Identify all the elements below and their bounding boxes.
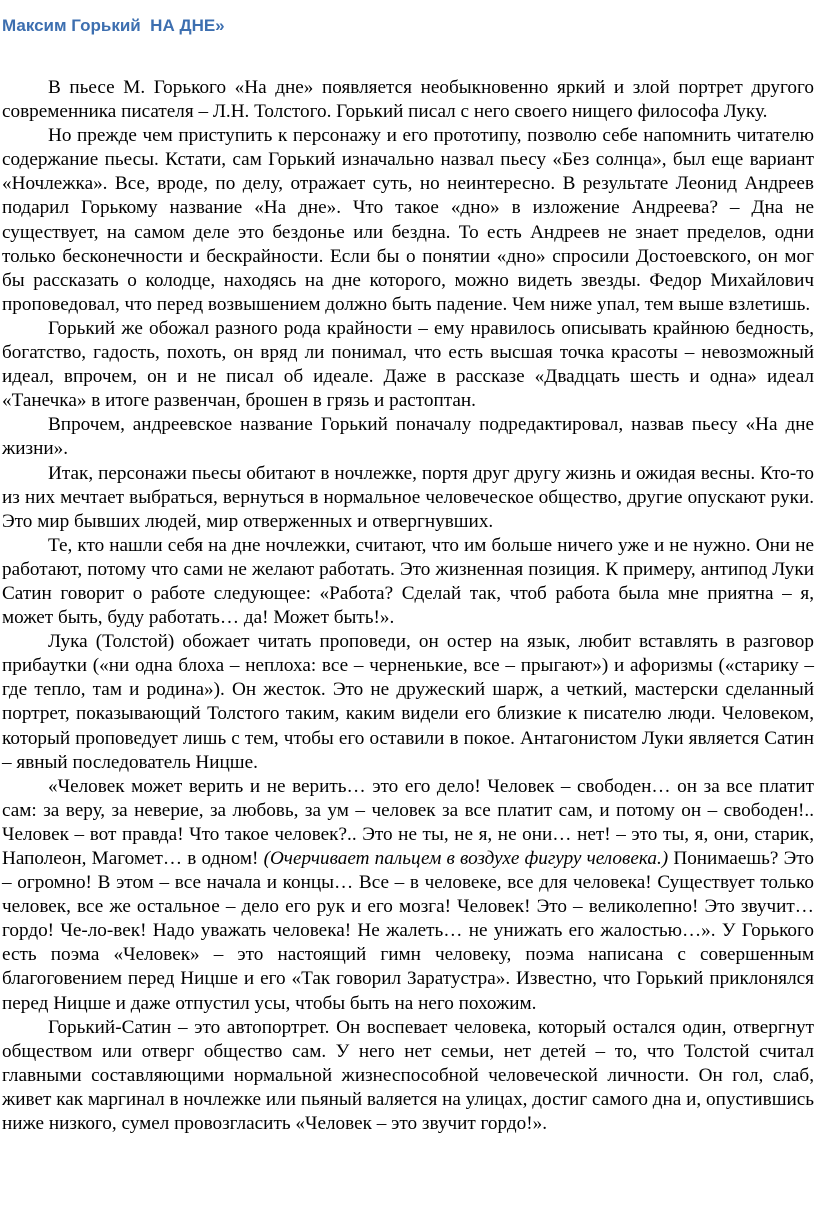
paragraph-title-origin: Но прежде чем приступить к персонажу и его прототипу, позволю себе напомнить читателю содержание пьесы. Кстати, сам Горький изначально назвал пьесу «Без солнца», был еще вариант «Ночлежка». Все, вроде, по делу, отражает суть, но неинтересно. В результате Леонид Андреев подарил Горькому название «На дне». Что такое «дно» в изложение Андреева? – Дна не существует, на самом деле это бездонье или бездна. То есть Андреев не знает пределов, одни только бесконечности и бескрайности. Если бы о понятии «дно» спросили Достоевского, он мог бы рассказать о колодце, находясь на дне которого, можно видеть звезды. Федор Михайлович проповедовал, что перед возвышением должно быть падение. Чем ниже упал, тем выше взлетишь.: [2, 125, 814, 315]
paragraph-satin-work: Те, кто нашли себя на дне ночлежки, считают, что им больше ничего уже и не нужно. Они не работают, потому что сами не желают работать. Это жизненная позиция. К примеру, антипод Луки Сатин говорит о работе следующее: «Работа? Сделай так, чтоб работа была мне приятна – я, может быть, буду работать… да! Может быть!».: [2, 534, 814, 629]
paragraph-extremes: Горький же обожал разного рода крайности – ему нравилось описывать крайнюю бедность, богатство, гадость, похоть, он вряд ли понимал, что есть высшая точка красоты – невозможный идеал, впрочем, он и не писал об идеале. Даже в рассказе «Двадцать шесть и одна» идеал «Танечка» в итоге развенчан, брошен в грязь и растоптан.: [2, 317, 814, 412]
paragraph-quote: [2, 775, 814, 1016]
quote-text-before: «Человек может верить и не верить… это его дело! Человек – свободен… он за все платит сам: за веру, за неверие, за любовь, за ум – человек за все платит сам, и потому он – свободен!.. Человек – вот правда! Что такое человек?.. Это не ты, не я, не они… нет! – это ты, я, они, старик, Наполеон, Магомет… в одном!: [2, 775, 814, 869]
document-title: Максим Горький НА ДНЕ»: [2, 16, 225, 35]
quote-stage-direction: (Очерчивает пальцем в воздухе фигуру человека.): [263, 848, 669, 869]
paragraph-luka: Лука (Толстой) обожает читать проповеди, он остер на язык, любит вставлять в разговор прибаутки («ни одна блоха – неплоха: все – черненькие, все – прыгают») и афоризмы («старику – где тепло, там и родина»). Он жесток. Это не дружеский шарж, а четкий, мастерски сделанный портрет, показывающий Толстого таким, каким видели его близкие к писателю люди. Человеком, который проповедует лишь с тем, чтобы его оставили в покое. Антагонистом Луки является Сатин – явный последователь Ницше.: [2, 631, 814, 773]
paragraph-renamed: Впрочем, андреевское название Горький поначалу подредактировал, назвав пьесу «На дне жизни».: [2, 414, 814, 460]
paragraph-characters: Итак, персонажи пьесы обитают в ночлежке, портя друг другу жизнь и ожидая весны. Кто-то из них мечтает выбраться, вернуться в нормальное человеческое общество, другие опускают руки. Это мир бывших людей, мир отверженных и отвергнувших.: [2, 462, 814, 532]
quote-text-after: Понимаешь? Это – огромно! В этом – все начала и концы… Все – в человеке, все для человека! Существует только человек, все же остальное – дело его рук и его мозга! Человек! Это – великолепно! Это звучит… гордо! Че-ло-век! Надо уважать человека! Не жалеть… не унижать его жалостью…». У Горького есть поэма «Человек» – это настоящий гимн человеку, поэма написана с совершенным благоговением перед Ницше и его «Так говорил Заратустра». Известно, что Горький приклонялся перед Ницше и даже отпустил усы, чтобы быть на него похожим.: [2, 848, 814, 1014]
paragraph-final: Горький-Сатин – это автопортрет. Он воспевает человека, который остался один, отвергнут обществом или отверг общество сам. У него нет семьи, нет детей – то, что Толстой считал главными составляющими нормальной жизнеспособной человеческой личности. Он гол, слаб, живет как маргинал в ночлежке или пьяный валяется на улицах, достиг самого дна и, опустившись ниже низкого, сумел провозгласить «Человек – это звучит гордо!».: [2, 1016, 814, 1135]
paragraph-intro: В пьесе М. Горького «На дне» появляется необыкновенно яркий и злой портрет другого современника писателя – Л.Н. Толстого. Горький писал с него своего нищего философа Луку.: [2, 77, 814, 123]
